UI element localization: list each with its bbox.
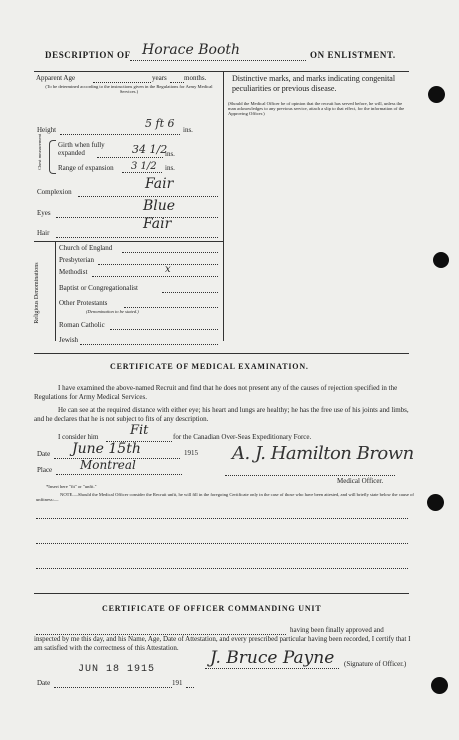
officer-year-fragment: 191 bbox=[172, 679, 183, 687]
range-value: 3 1/2 bbox=[131, 161, 157, 172]
header-title-left: DESCRIPTION OF bbox=[45, 50, 131, 60]
officer-para-a: having been finally approved and bbox=[290, 626, 384, 634]
medical-officer-label: Medical Officer. bbox=[337, 477, 384, 485]
religion-item: Roman Catholic bbox=[59, 321, 105, 329]
apparent-age-label: Apparent Age bbox=[36, 74, 76, 82]
years-label: years bbox=[152, 74, 167, 82]
date-stamp: JUN 18 1915 bbox=[78, 664, 156, 675]
insert-note: *Insert here "fit" or "unfit." bbox=[46, 484, 97, 489]
header-title-right: ON ENLISTMENT. bbox=[310, 50, 396, 60]
medical-para1: I have examined the above-named Recruit and find that he does not present any of the causes of rejection specified in the Regulations for Army Medical Services. bbox=[34, 384, 398, 401]
eyes-value: Blue bbox=[143, 198, 176, 214]
distinctive-note: (Should the Medical Officer be of opinion that the recruit has served before, he will, unless the man acknowledges to any previous service, attach a slip to that effect, for the information of the Approving Officer.) bbox=[228, 101, 405, 116]
complexion-value: Fair bbox=[145, 176, 174, 192]
religion-item: Methodist bbox=[59, 268, 88, 276]
height-value: 5 ft 6 bbox=[145, 117, 175, 130]
officer-date-label: Date bbox=[37, 679, 51, 687]
recruit-name: Horace Booth bbox=[142, 42, 241, 58]
girth-value: 34 1/2 bbox=[132, 143, 168, 156]
eyes-label: Eyes bbox=[37, 209, 51, 217]
months-label: months. bbox=[184, 74, 207, 82]
punch-hole bbox=[433, 252, 449, 268]
age-note: (To be determined according to the instructions given in the Regulations for Army Medical Services.) bbox=[45, 84, 213, 94]
height-label: Height bbox=[37, 126, 57, 134]
range-unit: ins. bbox=[165, 164, 175, 172]
hair-label: Hair bbox=[37, 229, 50, 237]
height-unit: ins. bbox=[183, 126, 193, 134]
distinctive-marks-text: Distinctive marks, and marks indicating congenital peculiarities or previous disease. bbox=[232, 74, 396, 93]
date-value: June 15th bbox=[72, 441, 141, 457]
officer-signature-label: (Signature of Officer.) bbox=[344, 660, 407, 668]
officer-signature: J. Bruce Payne bbox=[210, 648, 335, 668]
medical-officer-signature: A. J. Hamilton Brown bbox=[232, 443, 414, 464]
hair-value: Fair bbox=[143, 216, 172, 232]
methodist-mark: x bbox=[165, 264, 171, 275]
consider-label: I consider him bbox=[58, 433, 99, 441]
punch-hole bbox=[431, 677, 448, 694]
for-text: for the Canadian Over-Seas Expeditionary Force. bbox=[173, 433, 312, 441]
religion-label: Religious Denominations bbox=[34, 262, 40, 324]
religion-item: Presbyterian bbox=[59, 256, 94, 264]
date-label: Date bbox=[37, 450, 51, 458]
medical-title: CERTIFICATE OF MEDICAL EXAMINATION. bbox=[110, 362, 309, 371]
fit-value: Fit bbox=[130, 423, 149, 438]
officer-title: CERTIFICATE OF OFFICER COMMANDING UNIT bbox=[102, 604, 322, 613]
religion-item: Jewish bbox=[59, 336, 79, 344]
chest-label: Chest measurement bbox=[37, 133, 42, 170]
girth-unit: ins. bbox=[165, 150, 175, 158]
place-value: Montreal bbox=[80, 458, 136, 472]
punch-hole bbox=[428, 86, 445, 103]
punch-hole bbox=[427, 494, 444, 511]
place-label: Place bbox=[37, 466, 53, 474]
girth-label: Girth when fully expanded bbox=[58, 141, 105, 157]
medical-para2: He can see at the required distance with either eye; his heart and lungs are healthy; he has the free use of his joints and limbs, and he declares that he is not subject to fits of any description. bbox=[34, 406, 409, 423]
range-label: Range of expansion bbox=[58, 164, 114, 172]
religion-item: Other Protestants bbox=[59, 299, 108, 307]
protestants-note: (Denomination to be stated.) bbox=[86, 309, 139, 314]
unfit-note: NOTE.—Should the Medical Officer consider the Recruit unfit, he will fill in the foregoing Certificate only in the case of those who have been attested, and will briefly state below the cause of unfitness:— bbox=[36, 492, 414, 502]
officer-para-b: inspected by me this day, and his Name, Age, Date of Attestation, and every prescribed particular having been recorded, I certify that I am satisfied with the correctness of this Attestation. bbox=[34, 635, 411, 652]
religion-item: Church of England bbox=[59, 244, 113, 252]
complexion-label: Complexion bbox=[37, 188, 72, 196]
date-year: 1915 bbox=[184, 449, 198, 457]
religion-item: Baptist or Congregationalist bbox=[59, 284, 138, 292]
